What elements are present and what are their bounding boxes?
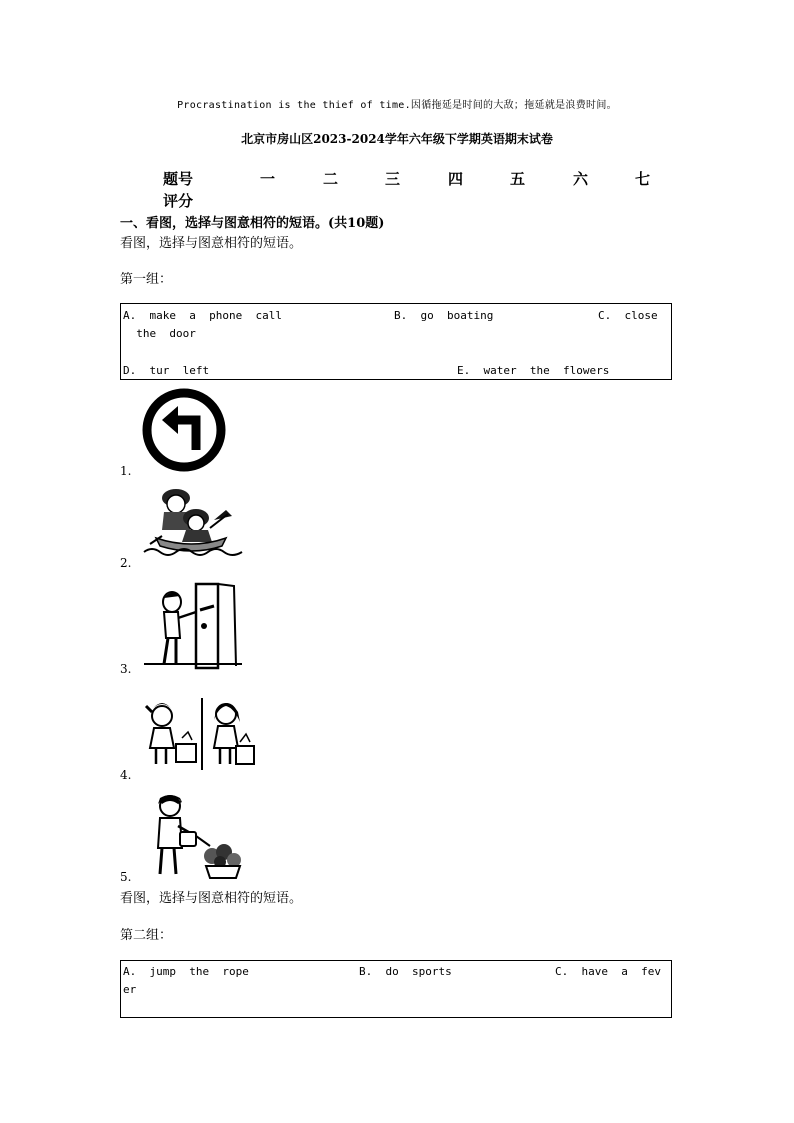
score-col-6: 六 [573,170,589,188]
question-5-number: 5. [120,870,132,884]
score-col-5: 五 [510,170,526,188]
option-d: D. tur left [123,364,210,377]
group2-label: 第二组： [120,928,173,943]
boating-image [142,486,246,562]
option-c-cont: er [123,983,137,996]
option-b: B. go boating [394,309,494,322]
score-col-1: 一 [260,170,276,188]
girls-with-boxes-image [140,694,256,772]
score-col-2: 二 [323,170,339,188]
section-heading: 一、看图，选择与图意相符的短语。(共10题) [120,216,385,231]
option-c: C. have a fev [555,965,661,978]
group2-instruction: 看图，选择与图意相符的短语。 [120,891,303,906]
option-b: B. do sports [359,965,452,978]
score-row-label: 题号 [163,170,194,188]
closing-door-image [142,580,242,672]
question-1-number: 1. [120,464,132,478]
option-c-cont: the door [123,327,196,340]
option-e: E. water the flowers [457,364,610,377]
option-a: A. make a phone call [123,309,282,322]
group1-instruction: 看图，选择与图意相符的短语。 [120,236,303,251]
exam-title: 北京市房山区2023-2024学年六年级下学期英语期末试卷 [241,132,553,146]
motto-line: Procrastination is the thief of time.因循拖延是时间的大敌；拖延就是浪费时间。 [177,100,617,111]
option-a: A. jump the rope [123,965,249,978]
turn-left-sign-image [140,386,228,474]
question-4-number: 4. [120,768,132,782]
score-label: 评分 [163,192,194,210]
score-col-3: 三 [385,170,401,188]
question-2-number: 2. [120,556,132,570]
group1-label: 第一组： [120,272,173,287]
question-3-number: 3. [120,662,132,676]
score-table-header [163,168,663,188]
option-c: C. close [598,309,658,322]
score-col-4: 四 [448,170,464,188]
group1-options-box [120,303,672,380]
score-col-7: 七 [635,170,651,188]
watering-flowers-image [140,790,244,880]
group2-options-box [120,960,672,1018]
